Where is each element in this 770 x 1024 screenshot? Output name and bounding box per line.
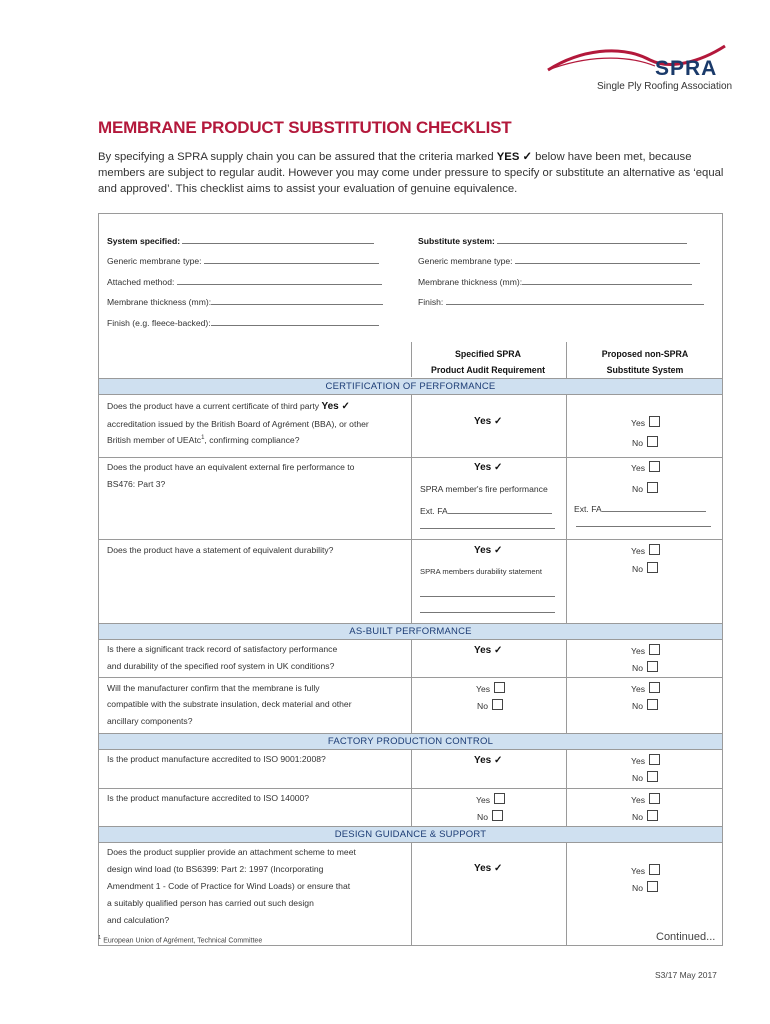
q3-spra-blank1[interactable] <box>420 588 555 599</box>
q8-line3: Amendment 1 - Code of Practice for Wind Loads) or ensure that <box>107 881 351 891</box>
q6-sub-yes[interactable]: Yes <box>631 754 660 766</box>
yes-mark: YES ✓ <box>496 151 532 163</box>
q4-line2: and durability of the specified roof system in UK conditions? <box>107 661 335 671</box>
q6-spra-yes: Yes ✓ <box>474 755 503 766</box>
specified-thickness-field[interactable]: Membrane thickness (mm): <box>107 296 383 307</box>
specified-finish-field[interactable]: Finish (e.g. fleece-backed): <box>107 317 379 328</box>
q1-line1: Does the product have a current certificate of third party Yes ✓ <box>107 401 350 412</box>
q8-line2: design wind load (to BS6399: Part 2: 1997 (Incorporating <box>107 864 324 874</box>
footnote: $^1$ European Union of Agrément, Technical Committee <box>98 935 263 945</box>
q1-line3: British member of UEAtc$^1$, confirming compliance? <box>107 435 300 445</box>
system-specified-label: System specified: <box>107 235 374 246</box>
q2-spra-fire: SPRA member's fire performance <box>420 484 548 494</box>
q6-line1: Is the product manufacture accredited to ISO 9001:2008? <box>107 754 326 764</box>
q8-spra-yes: Yes ✓ <box>474 863 503 874</box>
q2-spra-blank[interactable] <box>420 520 555 531</box>
q2-sub-extfa[interactable]: Ext. FA <box>574 503 706 514</box>
column-header-substitute: Proposed non-SPRA Substitute System <box>601 349 689 375</box>
q3-spra-blank2[interactable] <box>420 604 555 615</box>
q3-line1: Does the product have a statement of equivalent durability? <box>107 545 334 555</box>
substitute-membrane-field[interactable]: Generic membrane type: <box>418 255 700 266</box>
specified-attached-field[interactable]: Attached method: <box>107 276 382 287</box>
section-design: DESIGN GUIDANCE & SUPPORT <box>99 826 722 843</box>
q4-line1: Is there a significant track record of satisfactory performance <box>107 644 338 654</box>
q8-sub-yes[interactable]: Yes <box>631 864 660 876</box>
q8-line4: a suitably qualified person has carried out such design <box>107 898 314 908</box>
q2-sub-blank[interactable] <box>576 518 711 529</box>
q2-sub-yes[interactable]: Yes <box>631 461 660 473</box>
substitute-system-label: Substitute system: <box>418 235 687 246</box>
q2-line2: BS476: Part 3? <box>107 479 166 489</box>
q7-spra-yes[interactable]: Yes <box>476 793 505 805</box>
q8-line1: Does the product supplier provide an attachment scheme to meet <box>107 847 356 857</box>
q4-sub-yes[interactable]: Yes <box>631 644 660 656</box>
q5-spra-yes[interactable]: Yes <box>476 682 505 694</box>
page-title: MEMBRANE PRODUCT SUBSTITUTION CHECKLIST <box>98 118 512 137</box>
q7-sub-no[interactable]: No <box>632 810 658 822</box>
q2-spra-yes: Yes ✓ <box>474 462 503 473</box>
q2-line1: Does the product have an equivalent external fire performance to <box>107 462 355 472</box>
specified-membrane-field[interactable]: Generic membrane type: <box>107 255 379 266</box>
section-factory: FACTORY PRODUCTION CONTROL <box>99 733 722 750</box>
q5-sub-yes[interactable]: Yes <box>631 682 660 694</box>
q1-spra-yes: Yes ✓ <box>474 416 503 427</box>
q7-line1: Is the product manufacture accredited to ISO 14000? <box>107 793 310 803</box>
q2-sub-no[interactable]: No <box>632 482 658 494</box>
q1-line2: accreditation issued by the British Board of Agrément (BBA), or other <box>107 419 369 429</box>
q8-sub-no[interactable]: No <box>632 881 658 893</box>
q5-sub-no[interactable]: No <box>632 699 658 711</box>
column-header-spra: Specified SPRA Product Audit Requirement <box>430 349 546 375</box>
q2-spra-extfa[interactable]: Ext. FA <box>420 505 552 516</box>
q5-line3: ancillary components? <box>107 716 193 726</box>
q7-sub-yes[interactable]: Yes <box>631 793 660 805</box>
q3-sub-yes[interactable]: Yes <box>631 544 660 556</box>
document-date: S3/17 May 2017 <box>655 970 717 980</box>
q5-line1: Will the manufacturer confirm that the membrane is fully <box>107 683 320 693</box>
substitute-finish-field[interactable]: Finish: <box>418 296 704 307</box>
intro-paragraph: By specifying a SPRA supply chain you can be assured that the criteria marked YES ✓ below have been met, because members are subject to regular audit. However you may come under pressure to specify or substitute an alternative as ‘equal and approved’. This checklist aims to assist your evaluation of genuine equivalence. <box>98 151 724 195</box>
q3-spra-durability: SPRA members durability statement <box>420 567 542 576</box>
q4-spra-yes: Yes ✓ <box>474 645 503 656</box>
q8-line5: and calculation? <box>107 915 170 925</box>
q6-sub-no[interactable]: No <box>632 771 658 783</box>
logo-name: SPRA <box>655 57 718 80</box>
q5-spra-no[interactable]: No <box>477 699 503 711</box>
continued-label: Continued... <box>656 931 716 943</box>
q7-spra-no[interactable]: No <box>477 810 503 822</box>
q1-sub-no[interactable]: No <box>632 436 658 448</box>
substitute-thickness-field[interactable]: Membrane thickness (mm): <box>418 276 692 287</box>
section-certification: CERTIFICATION OF PERFORMANCE <box>99 378 722 395</box>
section-as-built: AS-BUILT PERFORMANCE <box>99 623 722 640</box>
q3-spra-yes: Yes ✓ <box>474 545 503 556</box>
q4-sub-no[interactable]: No <box>632 661 658 673</box>
q1-sub-yes[interactable]: Yes <box>631 416 660 428</box>
logo-subtitle: Single Ply Roofing Association <box>597 81 733 92</box>
q3-sub-no[interactable]: No <box>632 562 658 574</box>
q5-line2: compatible with the substrate insulation, deck material and other <box>107 699 352 709</box>
